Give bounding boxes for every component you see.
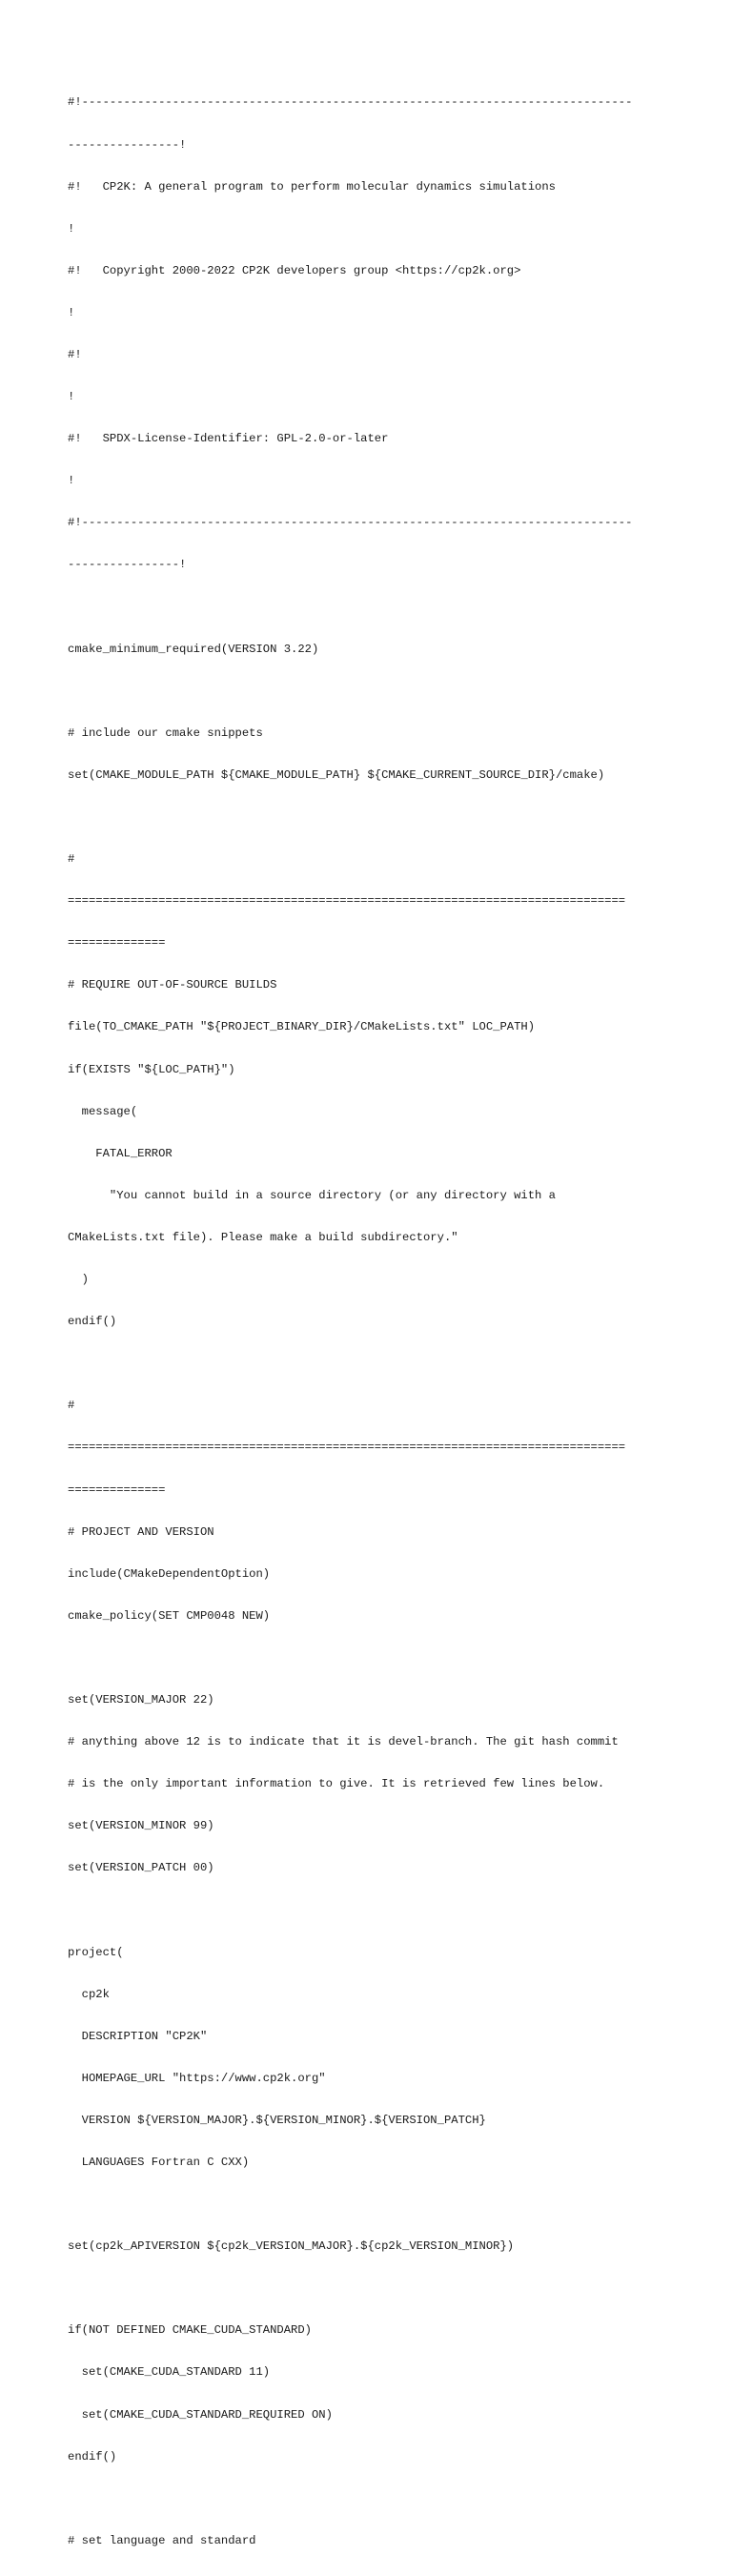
code-line: ----------------! <box>68 137 187 152</box>
code-line <box>68 2492 678 2506</box>
code-line: # include our cmake snippets <box>68 726 263 740</box>
code-line: cp2k <box>68 1987 110 2001</box>
code-line: #! <box>68 347 82 361</box>
code-line: # anything above 12 is to indicate that it is devel-branch. The git hash commit <box>68 1735 619 1749</box>
code-line: cmake_policy(SET CMP0048 NEW) <box>68 1608 271 1623</box>
code-line: set(CMAKE_MODULE_PATH ${CMAKE_MODULE_PATH} ${CMAKE_CURRENT_SOURCE_DIR}/cmake) <box>68 767 605 782</box>
code-line: # <box>68 1399 75 1413</box>
code-line: #!------------------------------------------------------------------------------- <box>68 516 633 530</box>
code-line: set(cp2k_APIVERSION ${cp2k_VERSION_MAJOR}.${cp2k_VERSION_MINOR}) <box>68 2239 515 2254</box>
code-line: "You cannot build in a source directory (or any directory with a <box>68 1188 556 1202</box>
code-line: if(NOT DEFINED CMAKE_CUDA_STANDARD) <box>68 2323 312 2338</box>
code-line: set(VERSION_MINOR 99) <box>68 1819 214 1833</box>
code-line: file(TO_CMAKE_PATH "${PROJECT_BINARY_DIR}/CMakeLists.txt" LOC_PATH) <box>68 1020 536 1034</box>
code-line: # <box>68 852 75 867</box>
code-line: DESCRIPTION "CP2K" <box>68 2029 208 2043</box>
code-line: project( <box>68 1945 124 1959</box>
code-line: ! <box>68 474 75 488</box>
code-line: #!------------------------------------------------------------------------------- <box>68 95 633 110</box>
code-line <box>68 2198 678 2212</box>
code-line: ============== <box>68 1482 166 1497</box>
code-line: # is the only important information to give. It is retrieved few lines below. <box>68 1777 605 1791</box>
code-line <box>68 1903 678 1917</box>
code-line: #! SPDX-License-Identifier: GPL-2.0-or-later <box>68 432 389 446</box>
code-line: if(EXISTS "${LOC_PATH}") <box>68 1062 235 1076</box>
code-line: set(VERSION_MAJOR 22) <box>68 1692 214 1707</box>
code-line: # set language and standard <box>68 2533 256 2547</box>
code-line: ! <box>68 390 75 404</box>
code-line: #! Copyright 2000-2022 CP2K developers group <https://cp2k.org> <box>68 263 521 277</box>
code-line: FATAL_ERROR <box>68 1146 173 1160</box>
code-line: #! CP2K: A general program to perform molecular dynamics simulations <box>68 179 556 194</box>
code-line: CMakeLists.txt file). Please make a build subdirectory." <box>68 1230 458 1244</box>
code-line: # REQUIRE OUT-OF-SOURCE BUILDS <box>68 978 277 992</box>
code-line: ! <box>68 305 75 319</box>
code-line: VERSION ${VERSION_MAJOR}.${VERSION_MINOR}.${VERSION_PATCH} <box>68 2113 486 2127</box>
code-line <box>68 810 678 825</box>
code-line: HOMEPAGE_URL "https://www.cp2k.org" <box>68 2071 326 2085</box>
code-line: ----------------! <box>68 558 187 572</box>
code-line: # PROJECT AND VERSION <box>68 1524 214 1539</box>
code-line: LANGUAGES Fortran C CXX) <box>68 2156 250 2169</box>
code-line: endif() <box>68 2449 117 2464</box>
code-line: message( <box>68 1104 138 1118</box>
code-line: ) <box>68 1273 89 1287</box>
code-line: include(CMakeDependentOption) <box>68 1566 271 1581</box>
code-line: set(CMAKE_CUDA_STANDARD_REQUIRED ON) <box>68 2407 333 2422</box>
code-line: ================================================================================ <box>68 1441 626 1455</box>
code-line: endif() <box>68 1315 117 1329</box>
code-line <box>68 601 678 615</box>
code-listing <box>68 68 678 2576</box>
code-line: ================================================================================ <box>68 894 626 909</box>
code-line <box>68 685 678 699</box>
code-line: set(VERSION_PATCH 00) <box>68 1861 214 1875</box>
code-line: ============== <box>68 936 166 951</box>
code-line: set(CMAKE_CUDA_STANDARD 11) <box>68 2365 271 2380</box>
code-line: cmake_minimum_required(VERSION 3.22) <box>68 642 319 656</box>
code-line <box>68 2281 678 2296</box>
code-line: ! <box>68 221 75 235</box>
code-line <box>68 1357 678 1371</box>
code-line <box>68 1651 678 1666</box>
